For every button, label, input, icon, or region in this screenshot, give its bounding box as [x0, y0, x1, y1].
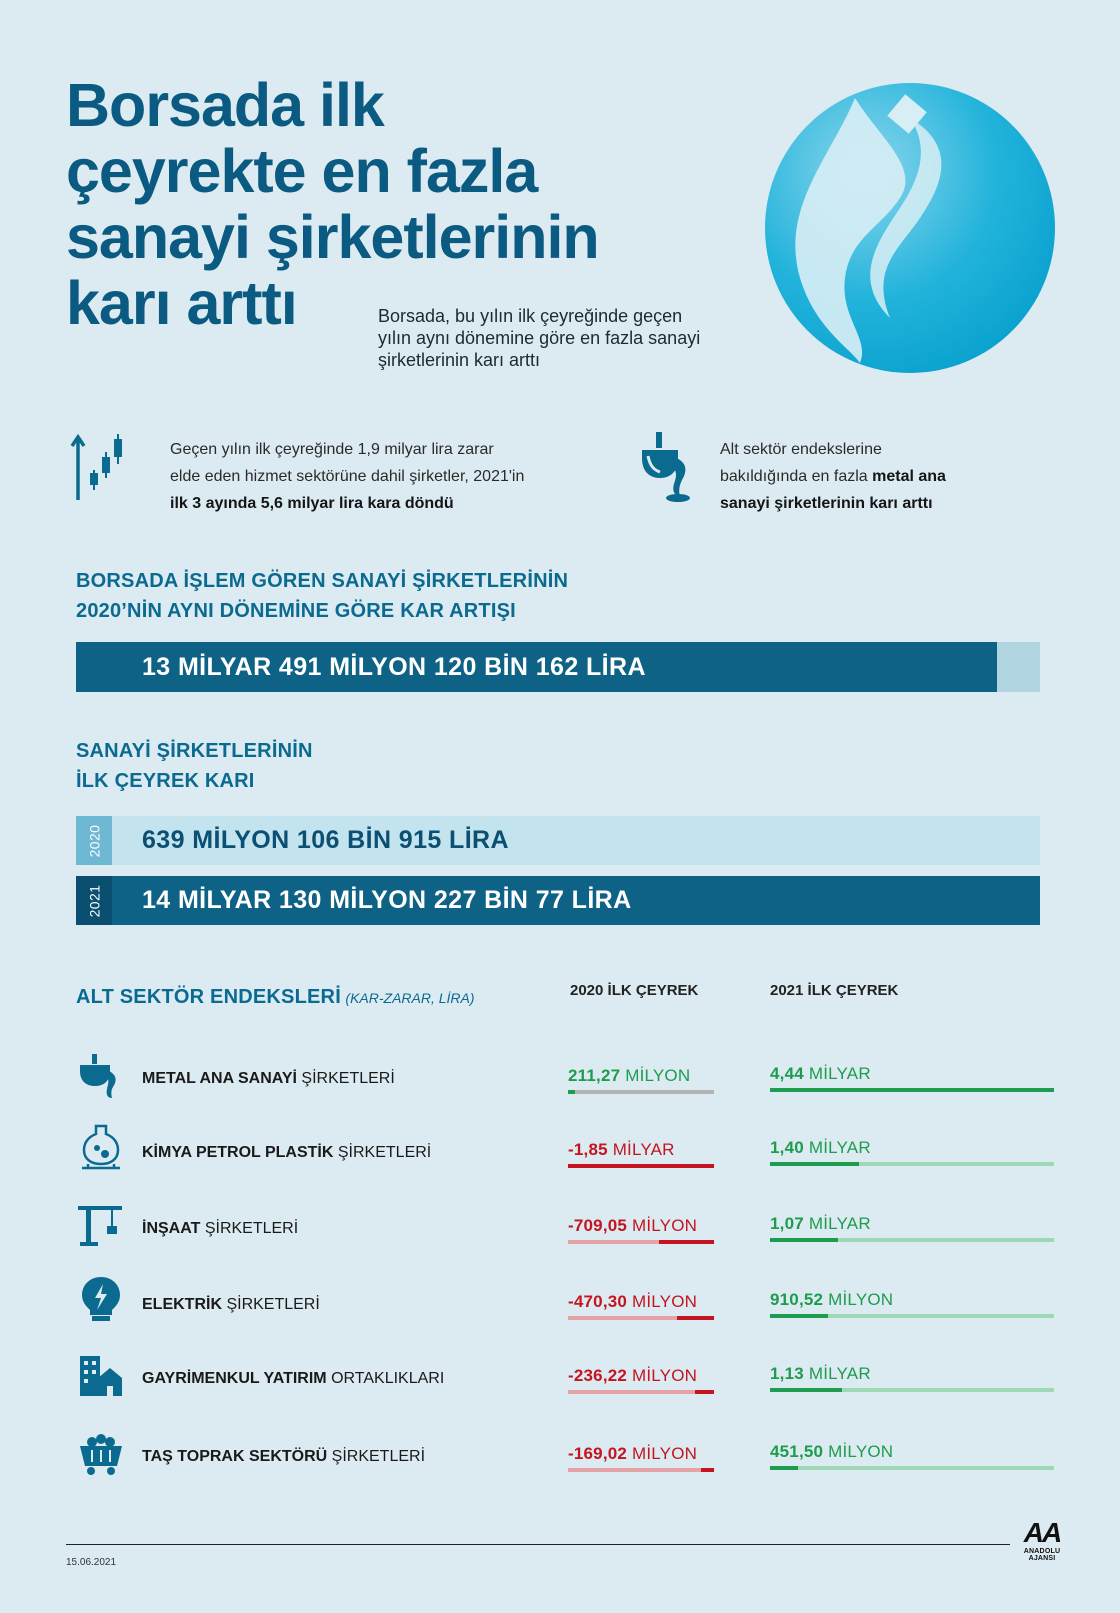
sector-bar-2021	[770, 1466, 798, 1470]
fact-1-line-3: ilk 3 ayında 5,6 milyar lira kara döndü	[170, 495, 454, 512]
sector-heading: ALT SEKTÖR ENDEKSLERİ	[76, 986, 341, 1008]
sector-bar-2020	[568, 1164, 714, 1168]
sector-bar-2020	[701, 1468, 714, 1472]
quarter-heading-line-2: İLK ÇEYREK KARI	[76, 770, 255, 792]
year-label-2021: 2021	[76, 876, 112, 925]
sector-bar-2020	[695, 1390, 714, 1394]
lightbulb-bolt-icon	[78, 1276, 124, 1322]
sector-track-2020	[568, 1090, 714, 1094]
fact-2-line-2b: metal ana	[872, 468, 946, 485]
sector-track-2021	[770, 1466, 1054, 1470]
sector-value-2021: 1,13 MİLYAR	[770, 1364, 871, 1383]
construction-crane-icon	[78, 1200, 124, 1246]
ladle-icon	[78, 1054, 124, 1100]
sector-value-2021: 451,50 MİLYON	[770, 1442, 894, 1461]
sector-value-2020: -169,02 MİLYON	[568, 1444, 698, 1463]
increase-heading-line-2: 2020’NİN AYNI DÖNEMİNE GÖRE KAR ARTIŞI	[76, 600, 516, 622]
quarter-heading-line-1: SANAYİ ŞİRKETLERİNİN	[76, 740, 313, 762]
page-title	[66, 72, 746, 336]
anadolu-ajansi-logo	[1012, 1518, 1072, 1562]
quarter-value-2021: 14 MİLYAR 130 MİLYON 227 BİN 77 LİRA	[142, 886, 632, 914]
mining-cart-icon	[78, 1430, 124, 1476]
sector-track-2020	[568, 1390, 714, 1394]
sector-bar-2021	[770, 1162, 859, 1166]
sector-bar-2020	[568, 1090, 575, 1094]
column-header-2020: 2020 İLK ÇEYREK	[570, 982, 699, 999]
title-line-3: sanayi şirketlerinin	[66, 203, 599, 271]
fact-2-line-2a: bakıldığında en fazla	[720, 468, 873, 485]
sector-value-2020: -709,05 MİLYON	[568, 1216, 698, 1235]
sector-bar-2020	[677, 1316, 714, 1320]
sector-bar-2021	[770, 1388, 842, 1392]
title-line-2: çeyrekte en fazla	[66, 137, 538, 205]
sector-bar-2020	[659, 1240, 714, 1244]
sector-value-2020: 211,27 MİLYON	[568, 1066, 691, 1085]
molten-metal-ladle-icon	[638, 432, 694, 504]
sector-name: İNŞAAT ŞİRKETLERİ	[142, 1220, 299, 1237]
sector-value-2020: -236,22 MİLYON	[568, 1366, 698, 1385]
candlestick-chart-icon	[70, 432, 134, 502]
sector-bar-2021	[770, 1088, 1054, 1092]
sector-bar-2021	[770, 1238, 838, 1242]
sector-value-2021: 1,40 MİLYAR	[770, 1138, 871, 1157]
title-line-4: karı arttı	[66, 269, 297, 337]
increase-value: 13 MİLYAR 491 MİLYON 120 BİN 162 LİRA	[142, 652, 646, 681]
fact-metal-sector	[720, 436, 1040, 517]
chemistry-flask-icon	[78, 1124, 124, 1170]
sector-name: TAŞ TOPRAK SEKTÖRÜ ŞİRKETLERİ	[142, 1448, 426, 1465]
sector-value-2021: 4,44 MİLYAR	[770, 1064, 871, 1083]
sector-name: METAL ANA SANAYİ ŞİRKETLERİ	[142, 1070, 395, 1087]
fact-2-line-1: Alt sektör endekslerine	[720, 441, 882, 458]
footer-divider	[66, 1544, 1010, 1545]
sector-heading-note: (KAR-ZARAR, LİRA)	[345, 990, 475, 1006]
sector-name: KİMYA PETROL PLASTİK ŞİRKETLERİ	[142, 1144, 432, 1161]
fact-1-line-1: Geçen yılın ilk çeyreğinde 1,9 milyar lira zarar	[170, 441, 494, 458]
buildings-icon	[78, 1352, 124, 1398]
title-line-1: Borsada ilk	[66, 71, 384, 139]
sector-value-2021: 1,07 MİLYAR	[770, 1214, 871, 1233]
sector-value-2021: 910,52 MİLYON	[770, 1290, 894, 1309]
column-header-2021: 2021 İLK ÇEYREK	[770, 982, 899, 999]
borsa-istanbul-logo-icon	[760, 78, 1060, 378]
quarter-value-2020: 639 MİLYON 106 BİN 915 LİRA	[142, 826, 509, 854]
increase-heading	[76, 566, 568, 626]
quarter-bar-2020	[76, 816, 1040, 865]
fact-2-line-3: sanayi şirketlerinin karı arttı	[720, 495, 933, 512]
agency-mark: AA	[1023, 1517, 1061, 1548]
increase-heading-line-1: BORSADA İŞLEM GÖREN SANAYİ ŞİRKETLERİNİN	[76, 570, 569, 592]
sector-value-2020: -470,30 MİLYON	[568, 1292, 698, 1311]
sector-track-2020	[568, 1468, 714, 1472]
increase-bar	[76, 642, 997, 692]
footer-date: 15.06.2021	[66, 1557, 117, 1568]
agency-name: ANADOLU AJANSI	[1023, 1548, 1061, 1562]
subtitle: Borsada, bu yılın ilk çeyreğinde geçen yılın aynı dönemine göre en fazla sanayi şirketlerinin karı arttı	[378, 306, 701, 370]
quarter-profit-heading	[76, 736, 313, 796]
sector-name: ELEKTRİK ŞİRKETLERİ	[142, 1296, 320, 1313]
fact-1-line-2: elde eden hizmet sektörüne dahil şirketler, 2021'in	[170, 468, 525, 485]
year-label-2020: 2020	[76, 816, 112, 865]
sector-name: GAYRİMENKUL YATIRIM ORTAKLIKLARI	[142, 1370, 445, 1387]
fact-service-sector	[170, 436, 590, 517]
quarter-bar-2021	[76, 876, 1040, 925]
sector-bar-2021	[770, 1314, 828, 1318]
sector-value-2020: -1,85 MİLYAR	[568, 1140, 675, 1159]
sector-table-heading	[76, 982, 475, 1012]
